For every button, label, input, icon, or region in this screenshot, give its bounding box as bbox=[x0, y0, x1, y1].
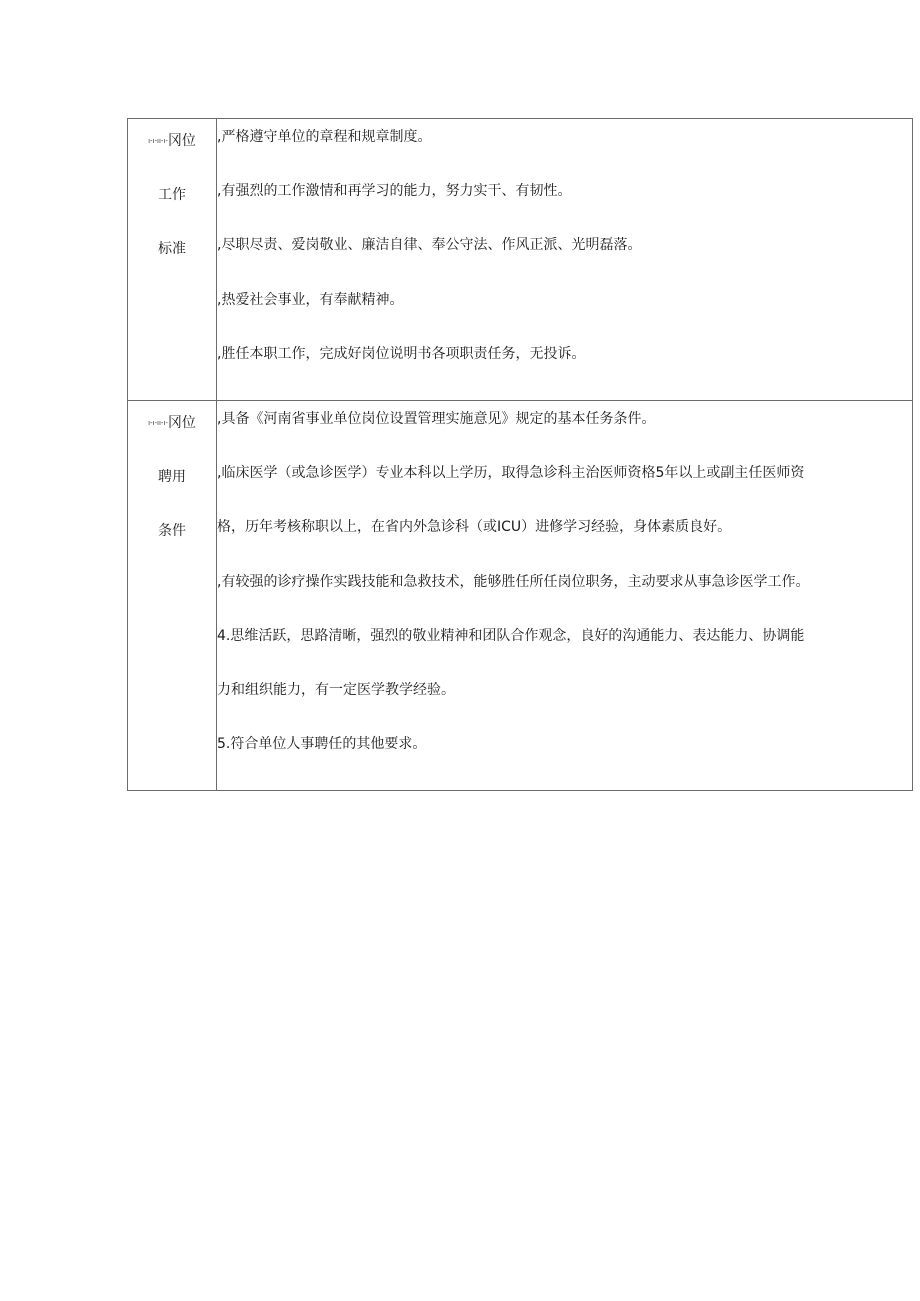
content-line: ,临床医学（或急诊医学）专业本科以上学历，取得急诊科主治医师资格5年以上或副主任医师资 bbox=[217, 465, 805, 482]
content-line: ,具备《河南省事业单位岗位设置管理实施意见》规定的基本任务条件。 bbox=[217, 410, 656, 427]
label-text: 冈位 bbox=[167, 133, 196, 149]
content-cell-hiring-conditions bbox=[217, 400, 913, 790]
label-line: 标准 bbox=[158, 241, 186, 257]
label-line: 聘用 bbox=[158, 468, 186, 485]
content-line: ,热爱社会事业，有奉献精神。 bbox=[217, 291, 404, 308]
content-line: ,有强烈的工作激情和再学习的能力，努力实干、有韧性。 bbox=[217, 183, 572, 200]
content-line: 4.思维活跃，思路清晰，强烈的敬业精神和团队合作观念，良好的沟通能力、表达能力、协调能 bbox=[217, 627, 805, 644]
content-line: ,严格遵守单位的章程和规章制度。 bbox=[217, 129, 432, 145]
label-cell-hiring-conditions bbox=[128, 400, 217, 790]
content-line: 格，历年考核称职以上，在省内外急诊科（或ICU）进修学习经验，身体素质良好。 bbox=[217, 519, 732, 536]
content-cell-work-standard bbox=[217, 119, 913, 401]
label-line bbox=[128, 415, 216, 469]
content-line: ,有较强的诊疗操作实践技能和急救技术，能够胜任所任岗位职务，主动要求从事急诊医学工作。 bbox=[217, 573, 810, 590]
content-line: ,尽职尽责、爱岗敬业、廉洁自律、奉公守法、作风正派、光明磊落。 bbox=[217, 237, 642, 254]
table-row-work-standard bbox=[128, 119, 913, 401]
requirements-table bbox=[127, 118, 913, 791]
content-line: ,胜任本职工作，完成好岗位说明书各项职责任务，无投诉。 bbox=[217, 345, 586, 362]
label-line: 条件 bbox=[158, 522, 186, 539]
table-row-hiring-conditions bbox=[128, 400, 913, 790]
label-cell-work-standard bbox=[128, 119, 217, 401]
content-line: 力和组织能力，有一定医学教学经验。 bbox=[217, 681, 455, 698]
content-line: 5.符合单位人事聘任的其他要求。 bbox=[217, 736, 427, 753]
label-text: 冈位 bbox=[167, 414, 196, 431]
label-line bbox=[128, 133, 216, 187]
label-prefix-mark: ı-ı-ıı-ı- bbox=[148, 418, 168, 427]
label-prefix-mark: ı-ı-ıı-ı- bbox=[148, 137, 168, 145]
label-line: 工作 bbox=[158, 187, 186, 203]
